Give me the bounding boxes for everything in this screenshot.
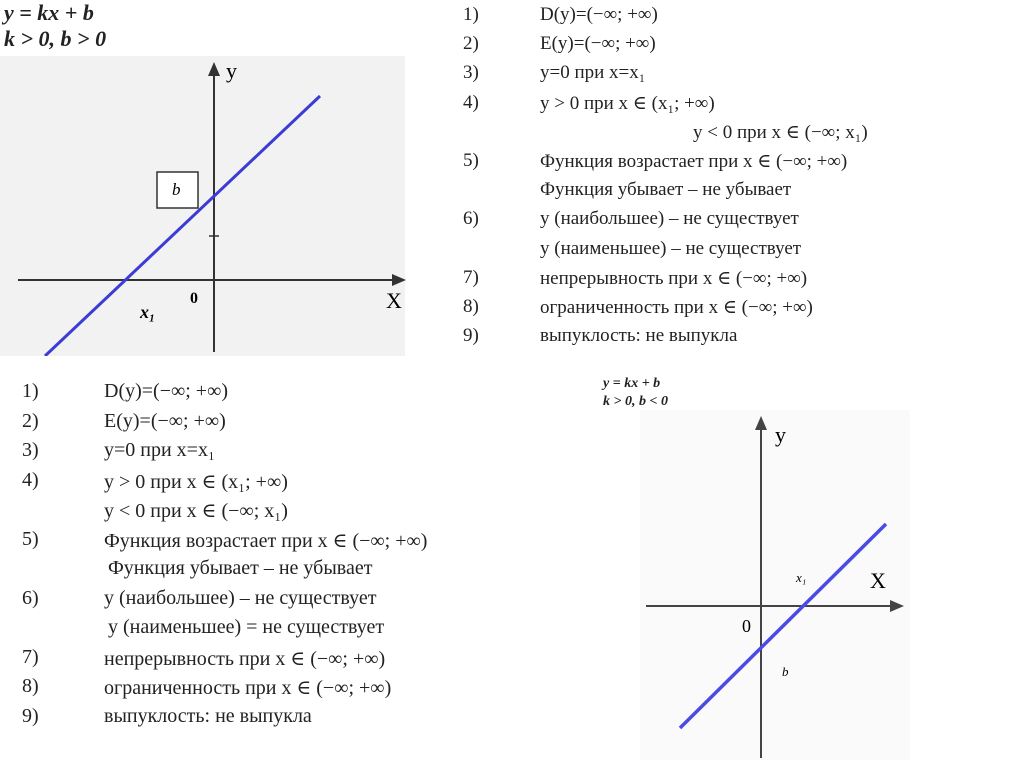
item-text: y < 0 при x ∈ (−∞; x₁) — [104, 500, 288, 522]
item-number: 2) — [463, 33, 479, 55]
item-text: y (наименьшее) = не существует — [108, 616, 385, 638]
item-text: y=0 при x=x₁ — [104, 439, 215, 461]
origin-label: 0 — [190, 290, 198, 307]
y-axis-label: y — [775, 422, 786, 447]
item-text: y (наибольшее) – не существует — [104, 586, 377, 609]
equation-bottom-right: y = kx + b — [603, 376, 661, 391]
item-text: непрерывность при x ∈ (−∞; +∞) — [104, 647, 386, 670]
item-number: 7) — [22, 645, 39, 668]
item-text: y > 0 при x ∈ (x₁; +∞) — [104, 470, 288, 493]
y-axis-arrow-icon — [208, 62, 220, 76]
function-line — [680, 524, 886, 728]
graph-top-left — [0, 56, 410, 356]
x-axis-label: X — [870, 568, 886, 593]
item-number: 4) — [22, 468, 39, 491]
x1-label: x₁ — [140, 302, 156, 322]
item-number: 8) — [22, 675, 39, 697]
item-text: Функция убывает – не убывает — [108, 557, 373, 579]
equation-top-left: y = kx + b — [4, 0, 94, 25]
y-axis-arrow-icon — [755, 416, 767, 430]
y-axis-label: y — [226, 58, 237, 83]
item-number: 5) — [463, 149, 479, 171]
item-text: ограниченность при x ∈ (−∞; +∞) — [540, 296, 813, 318]
condition-top-left: k > 0, b > 0 — [4, 26, 107, 51]
item-text: y (наибольшее) – не существует — [540, 208, 799, 230]
item-text: D(y)=(−∞; +∞) — [540, 4, 658, 25]
item-number: 6) — [463, 208, 479, 230]
item-number: 4) — [463, 91, 479, 113]
origin-label: 0 — [742, 616, 751, 636]
item-text: непрерывность при x ∈ (−∞; +∞) — [540, 267, 808, 289]
item-number: 1) — [22, 380, 39, 402]
item-text: Функция убывает – не убывает — [540, 179, 792, 201]
item-number: 9) — [463, 325, 479, 347]
item-text: y < 0 при x ∈ (−∞; x₁) — [693, 121, 868, 143]
x-axis-arrow-icon — [890, 600, 904, 612]
x-axis-label: X — [386, 288, 402, 313]
condition-bottom-right: k > 0, b < 0 — [603, 394, 668, 409]
item-text: E(y)=(−∞; +∞) — [104, 409, 226, 432]
item-text: y=0 при x=x₁ — [540, 62, 646, 84]
item-text: Функция возрастает при x ∈ (−∞; +∞) — [540, 150, 848, 172]
x-axis-arrow-icon — [392, 274, 406, 286]
b-label: b — [782, 664, 789, 679]
item-number: 7) — [463, 266, 479, 288]
item-number: 5) — [22, 527, 39, 550]
item-text: выпуклость: не выпукла — [540, 325, 738, 347]
item-number: 3) — [463, 62, 479, 84]
item-text: ограниченность при x ∈ (−∞; +∞) — [104, 677, 392, 699]
b-label: b — [172, 180, 181, 199]
item-text: выпуклость: не выпукла — [104, 704, 312, 727]
item-number: 2) — [22, 409, 39, 432]
function-line — [45, 96, 320, 356]
item-number: 3) — [22, 439, 39, 461]
item-text: Функция возрастает при x ∈ (−∞; +∞) — [104, 529, 428, 552]
item-number: 1) — [463, 4, 479, 25]
x1-label: x₁ — [796, 570, 807, 585]
item-text: D(y)=(−∞; +∞) — [104, 380, 228, 402]
item-text: E(y)=(−∞; +∞) — [540, 33, 656, 55]
graph-bottom-right — [640, 410, 915, 762]
item-text: y > 0 при x ∈ (x₁; +∞) — [540, 92, 715, 114]
item-text: y (наименьшее) – не существует — [540, 237, 802, 259]
item-number: 6) — [22, 586, 39, 609]
item-number: 8) — [463, 295, 479, 317]
item-number: 9) — [22, 704, 39, 727]
